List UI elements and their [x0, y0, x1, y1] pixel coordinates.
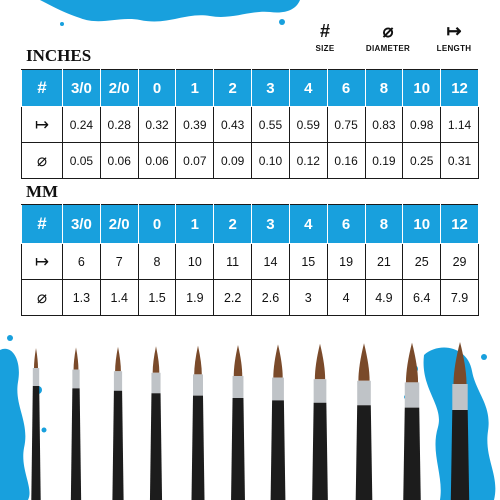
diameter-icon: ⌀ — [382, 20, 394, 41]
brush — [71, 347, 81, 500]
value-cell: 29 — [441, 244, 479, 280]
value-cell: 2.6 — [252, 280, 290, 316]
size-header-cell: 3 — [252, 205, 290, 244]
value-cell: 6.4 — [403, 280, 441, 316]
size-header-cell: 6 — [327, 205, 365, 244]
value-cell: 6 — [63, 244, 101, 280]
value-cell: 4 — [327, 280, 365, 316]
brush — [403, 343, 421, 500]
brush — [112, 347, 123, 500]
size-header-cell: 3 — [252, 70, 290, 107]
value-cell: 4.9 — [365, 280, 403, 316]
value-cell: 0.28 — [100, 107, 138, 143]
value-cell: 0.05 — [63, 143, 101, 179]
size-header-row — [22, 205, 479, 244]
size-header-cell: 1 — [176, 70, 214, 107]
value-cell: 0.10 — [252, 143, 290, 179]
brush — [150, 346, 162, 500]
size-header-cell: 3/0 — [63, 205, 101, 244]
value-cell: 0.24 — [63, 107, 101, 143]
paint-splash-top — [0, 0, 500, 45]
value-cell: 25 — [403, 244, 441, 280]
value-cell: 2.2 — [214, 280, 252, 316]
value-cell: 0.19 — [365, 143, 403, 179]
value-cell: 0.06 — [100, 143, 138, 179]
value-cell: 1.14 — [441, 107, 479, 143]
brush — [451, 342, 469, 500]
value-cell: 0.31 — [441, 143, 479, 179]
value-cell: 0.55 — [252, 107, 290, 143]
legend-diameter — [358, 18, 418, 62]
value-cell: 21 — [365, 244, 403, 280]
value-cell: 10 — [176, 244, 214, 280]
hash-icon: # — [22, 205, 63, 244]
value-cell: 14 — [252, 244, 290, 280]
mm-table — [21, 204, 479, 316]
diameter-icon: ⌀ — [22, 143, 63, 179]
value-cell: 0.25 — [403, 143, 441, 179]
value-cell: 0.07 — [176, 143, 214, 179]
legend-size — [300, 18, 350, 62]
length-arrow-icon: ↦ — [446, 20, 462, 41]
brush — [231, 345, 245, 500]
value-cell: 0.12 — [289, 143, 327, 179]
brush — [271, 344, 286, 500]
legend-size-label: SIZE — [315, 44, 335, 53]
size-header-cell: 0 — [138, 205, 176, 244]
value-cell: 0.59 — [289, 107, 327, 143]
size-header-cell: 3/0 — [63, 70, 101, 107]
diameter-row — [22, 280, 479, 316]
size-header-cell: 8 — [365, 70, 403, 107]
hash-icon: # — [22, 70, 63, 107]
value-cell: 0.75 — [327, 107, 365, 143]
size-header-cell: 10 — [403, 70, 441, 107]
size-header-cell: 2/0 — [100, 70, 138, 107]
brush — [356, 343, 373, 500]
value-cell: 1.4 — [100, 280, 138, 316]
diameter-icon: ⌀ — [22, 280, 63, 316]
value-cell: 0.43 — [214, 107, 252, 143]
diameter-row — [22, 143, 479, 179]
size-header-cell: 2 — [214, 205, 252, 244]
value-cell: 19 — [327, 244, 365, 280]
mm-title: MM — [26, 182, 59, 201]
inches-table — [21, 69, 479, 179]
value-cell: 0.39 — [176, 107, 214, 143]
value-cell: 0.06 — [138, 143, 176, 179]
value-cell: 1.9 — [176, 280, 214, 316]
size-header-cell: 1 — [176, 205, 214, 244]
inches-title: INCHES — [26, 46, 92, 65]
size-header-cell: 4 — [289, 70, 327, 107]
value-cell: 7 — [100, 244, 138, 280]
value-cell: 0.98 — [403, 107, 441, 143]
legend-diameter-label: DIAMETER — [365, 44, 411, 53]
length-row — [22, 107, 479, 143]
length-arrow-icon: ↦ — [22, 244, 63, 280]
size-header-cell: 0 — [138, 70, 176, 107]
size-header-cell: 12 — [441, 70, 479, 107]
value-cell: 8 — [138, 244, 176, 280]
size-header-row — [22, 70, 479, 107]
legend-length-label: LENGTH — [436, 44, 472, 53]
size-header-cell: 2/0 — [100, 205, 138, 244]
value-cell: 11 — [214, 244, 252, 280]
brush — [192, 346, 205, 500]
size-header-cell: 4 — [289, 205, 327, 244]
value-cell: 15 — [289, 244, 327, 280]
hash-icon: # — [319, 20, 330, 41]
value-cell: 0.16 — [327, 143, 365, 179]
size-header-cell: 6 — [327, 70, 365, 107]
value-cell: 7.9 — [441, 280, 479, 316]
length-row — [22, 244, 479, 280]
value-cell: 1.3 — [63, 280, 101, 316]
length-arrow-icon: ↦ — [22, 107, 63, 143]
size-header-cell: 2 — [214, 70, 252, 107]
size-header-cell: 8 — [365, 205, 403, 244]
value-cell: 3 — [289, 280, 327, 316]
value-cell: 0.09 — [214, 143, 252, 179]
value-cell: 1.5 — [138, 280, 176, 316]
brush — [31, 348, 40, 500]
brush-set — [0, 330, 500, 500]
size-header-cell: 12 — [441, 205, 479, 244]
value-cell: 0.83 — [365, 107, 403, 143]
brush — [312, 344, 328, 500]
size-header-cell: 10 — [403, 205, 441, 244]
legend-length — [428, 18, 480, 62]
value-cell: 0.32 — [138, 107, 176, 143]
